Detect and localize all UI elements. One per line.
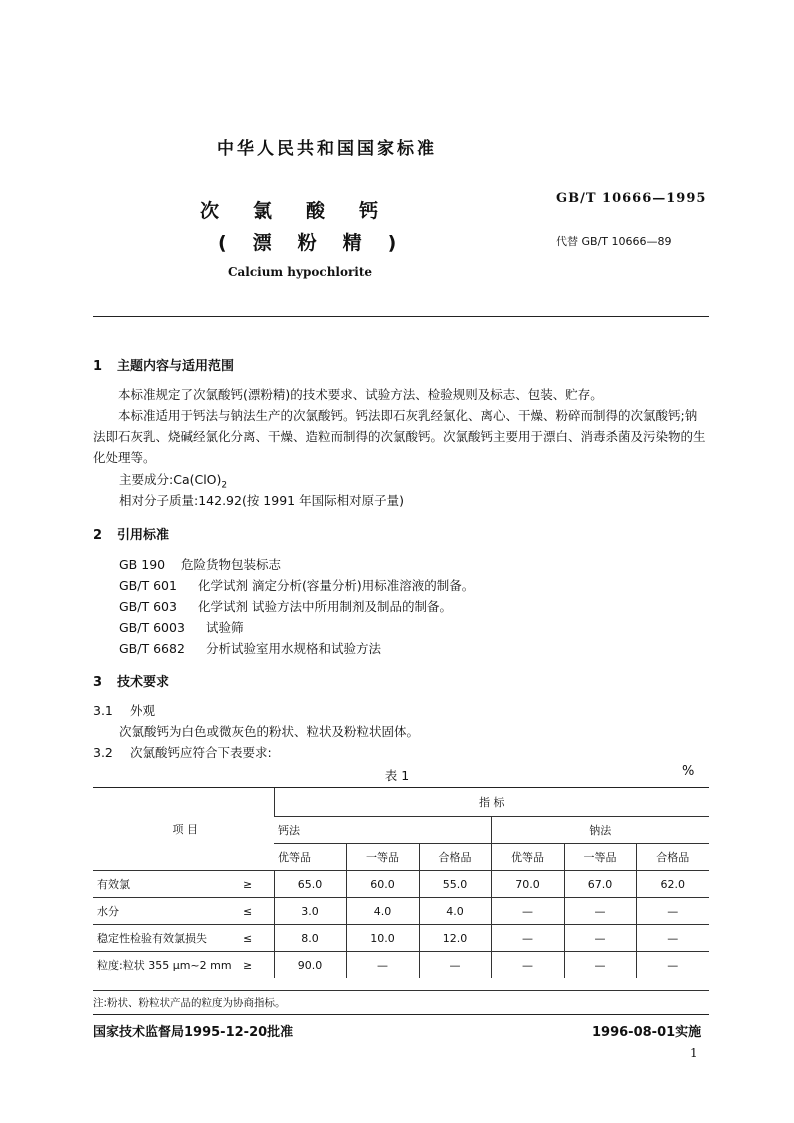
table-cell: 55.0 bbox=[419, 871, 491, 898]
table-cell: 90.0 bbox=[274, 952, 346, 979]
table-cell: 65.0 bbox=[274, 871, 346, 898]
table-cell: — bbox=[636, 925, 709, 952]
reference-name: 试验筛 bbox=[206, 620, 244, 635]
table-cell: — bbox=[491, 925, 564, 952]
section-1-heading bbox=[93, 355, 234, 374]
document-subtitle: (漂粉精) bbox=[218, 232, 423, 254]
section-title: 引用标准 bbox=[117, 528, 170, 543]
table-cell: 4.0 bbox=[419, 898, 491, 925]
table-cell: — bbox=[564, 925, 636, 952]
table-row bbox=[93, 925, 709, 952]
section-title: 主题内容与适用范围 bbox=[117, 359, 235, 374]
table-row bbox=[93, 898, 709, 925]
item-header: 项 目 bbox=[93, 788, 274, 871]
subsection-title: 次氯酸钙应符合下表要求: bbox=[130, 745, 272, 760]
reference-name: 危险货物包装标志 bbox=[181, 557, 282, 572]
reference-item bbox=[119, 618, 244, 636]
subsection-3-1-heading bbox=[93, 701, 155, 719]
composition-label: 主要成分: bbox=[119, 472, 174, 487]
national-standard-heading: 中华人民共和国国家标准 bbox=[217, 139, 437, 159]
table-row bbox=[93, 952, 709, 979]
table-cell: 8.0 bbox=[274, 925, 346, 952]
table-cell: 70.0 bbox=[491, 871, 564, 898]
grade-header: 合格品 bbox=[419, 844, 491, 871]
english-title: Calcium hypochlorite bbox=[227, 265, 373, 279]
reference-item bbox=[119, 555, 281, 573]
calcium-method-header: 钙法 bbox=[274, 817, 491, 844]
row-label: 粒度:粒状 355 μm~2 mm ≥ bbox=[93, 952, 274, 979]
table-cell: — bbox=[419, 952, 491, 979]
page-number: 1 bbox=[690, 1046, 698, 1060]
table-cell: 60.0 bbox=[346, 871, 419, 898]
reference-code: GB/T 603 bbox=[119, 599, 177, 614]
table-caption: 表 1 bbox=[384, 768, 410, 783]
reference-item bbox=[119, 597, 452, 615]
reference-name: 化学试剂 滴定分析(容量分析)用标准溶液的制备。 bbox=[198, 578, 475, 593]
implementation-date: 1996-08-01实施 bbox=[592, 1025, 702, 1040]
document-title: 次氯酸钙 bbox=[200, 200, 413, 222]
appearance-text: 次氯酸钙为白色或微灰色的粉状、粒状及粉粒状固体。 bbox=[119, 724, 420, 739]
reference-name: 化学试剂 试验方法中所用制剂及制品的制备。 bbox=[198, 599, 452, 614]
composition-subscript: 2 bbox=[221, 480, 228, 491]
replaces-note: 代替 GB/T 10666—89 bbox=[556, 235, 672, 248]
grade-header: 一等品 bbox=[346, 844, 419, 871]
reference-code: GB/T 601 bbox=[119, 578, 177, 593]
row-label: 有效氯 ≥ bbox=[93, 871, 274, 898]
table-header-row bbox=[93, 788, 709, 817]
table-cell: 3.0 bbox=[274, 898, 346, 925]
approval-line: 国家技术监督局1995-12-20批准 bbox=[93, 1025, 294, 1040]
reference-item bbox=[119, 639, 381, 657]
reference-code: GB 190 bbox=[119, 557, 166, 572]
index-header: 指 标 bbox=[274, 788, 709, 817]
table-cell: — bbox=[636, 898, 709, 925]
grade-header: 合格品 bbox=[636, 844, 709, 871]
table-unit: % bbox=[682, 764, 695, 779]
table-note: 注:粉状、粉粒状产品的粒度为协商指标。 bbox=[93, 990, 709, 1010]
reference-code: GB/T 6003 bbox=[119, 620, 185, 635]
composition-formula: Ca(ClO) bbox=[173, 472, 222, 487]
grade-header: 一等品 bbox=[564, 844, 636, 871]
section-number: 2 bbox=[93, 528, 103, 543]
subsection-title: 外观 bbox=[130, 703, 156, 718]
table-cell: 10.0 bbox=[346, 925, 419, 952]
reference-code: GB/T 6682 bbox=[119, 641, 185, 656]
standard-code: GB/T 10666—1995 bbox=[556, 191, 707, 206]
footer-divider bbox=[93, 1014, 709, 1015]
reference-item bbox=[119, 576, 474, 594]
reference-name: 分析试验室用水规格和试验方法 bbox=[206, 641, 382, 656]
table-cell: — bbox=[564, 952, 636, 979]
grade-header: 优等品 bbox=[491, 844, 564, 871]
section-title: 技术要求 bbox=[117, 675, 170, 690]
section-number: 3 bbox=[93, 675, 103, 690]
section-1-application-paragraph: 本标准适用于钙法与钠法生产的次氯酸钙。钙法即石灰乳经氯化、离心、干燥、粉碎而制得的次氯酸钙;钠法即石灰乳、烧碱经氯化分离、干燥、造粒而制得的次氯酸钙。次氯酸钙主要用于漂白、消毒杀菌及污染物的生化处理等。 bbox=[93, 408, 706, 465]
table-cell: 4.0 bbox=[346, 898, 419, 925]
table-cell: — bbox=[491, 952, 564, 979]
sodium-method-header: 钠法 bbox=[491, 817, 709, 844]
table-cell: 67.0 bbox=[564, 871, 636, 898]
subsection-3-2-heading bbox=[93, 743, 272, 761]
subsection-number: 3.2 bbox=[93, 745, 113, 760]
table-cell: 62.0 bbox=[636, 871, 709, 898]
table-cell: — bbox=[346, 952, 419, 979]
grade-header: 优等品 bbox=[274, 844, 346, 871]
header-divider bbox=[93, 316, 709, 317]
row-label: 稳定性检验有效氯损失 ≤ bbox=[93, 925, 274, 952]
table-cell: — bbox=[636, 952, 709, 979]
row-label: 水分 ≤ bbox=[93, 898, 274, 925]
molecular-mass: 相对分子质量:142.92(按 1991 年国际相对原子量) bbox=[119, 493, 404, 508]
section-1-scope-paragraph: 本标准规定了次氯酸钙(漂粉精)的技术要求、试验方法、检验规则及标志、包装、贮存。 bbox=[118, 387, 603, 402]
subsection-number: 3.1 bbox=[93, 703, 113, 718]
main-composition bbox=[119, 470, 227, 491]
specification-table bbox=[93, 787, 709, 978]
section-3-heading bbox=[93, 671, 169, 690]
section-number: 1 bbox=[93, 359, 103, 374]
section-2-heading bbox=[93, 524, 169, 543]
table-cell: — bbox=[491, 898, 564, 925]
table-cell: 12.0 bbox=[419, 925, 491, 952]
table-cell: — bbox=[564, 898, 636, 925]
table-row bbox=[93, 871, 709, 898]
